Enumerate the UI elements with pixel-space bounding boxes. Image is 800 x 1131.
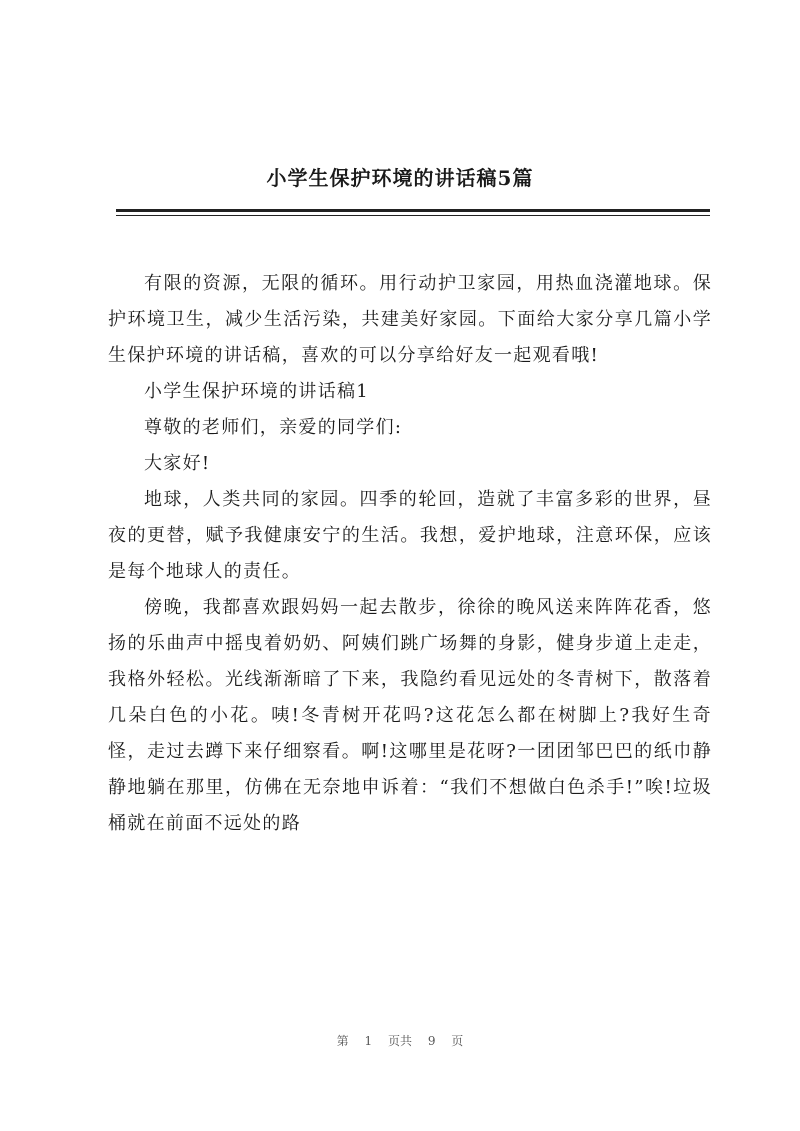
body-paragraph: 傍晚，我都喜欢跟妈妈一起去散步，徐徐的晚风送来阵阵花香，悠扬的乐曲声中摇曳着奶奶、阿姨们跳广场舞的身影，健身步道上走走，我格外轻松。光线渐渐暗了下来，我隐约看见远处的冬青树下，散落着几朵白色的小花。咦!冬青树开花吗?这花怎么都在树脚上?我好生奇怪，走过去蹲下来仔细察看。啊!这哪里是花呀?一团团邹巴巴的纸巾静静地躺在那里，仿佛在无奈地申诉着：“我们不想做白色杀手!”唉!垃圾桶就在前面不远处的路	[108, 597, 712, 834]
footer-prefix: 第	[336, 1034, 349, 1048]
footer-total-pages: 9	[427, 1034, 436, 1048]
greeting: 大家好!	[144, 453, 211, 474]
intro-paragraph: 有限的资源，无限的循环。用行动护卫家园，用热血浇灌地球。保护环境卫生，减少生活污染，共建美好家园。下面给大家分享几篇小学生保护环境的讲话稿，喜欢的可以分享给好友一起观看哦!	[108, 273, 712, 366]
title-rule-thick	[116, 209, 710, 212]
document-title: 小学生保护环境的讲话稿5篇	[266, 166, 534, 190]
footer-current-page: 1	[364, 1034, 373, 1048]
salutation: 尊敬的老师们，亲爱的同学们:	[144, 417, 403, 438]
title-rule-thin	[116, 215, 710, 216]
footer-middle: 页共	[387, 1034, 412, 1048]
footer-suffix: 页	[451, 1034, 464, 1048]
document-body	[108, 266, 712, 842]
body-paragraph: 地球，人类共同的家园。四季的轮回，造就了丰富多彩的世界，昼夜的更替，赋予我健康安宁的生活。我想，爱护地球，注意环保，应该是每个地球人的责任。	[108, 489, 712, 582]
page-footer	[0, 1032, 800, 1049]
section-heading: 小学生保护环境的讲话稿1	[144, 381, 370, 402]
